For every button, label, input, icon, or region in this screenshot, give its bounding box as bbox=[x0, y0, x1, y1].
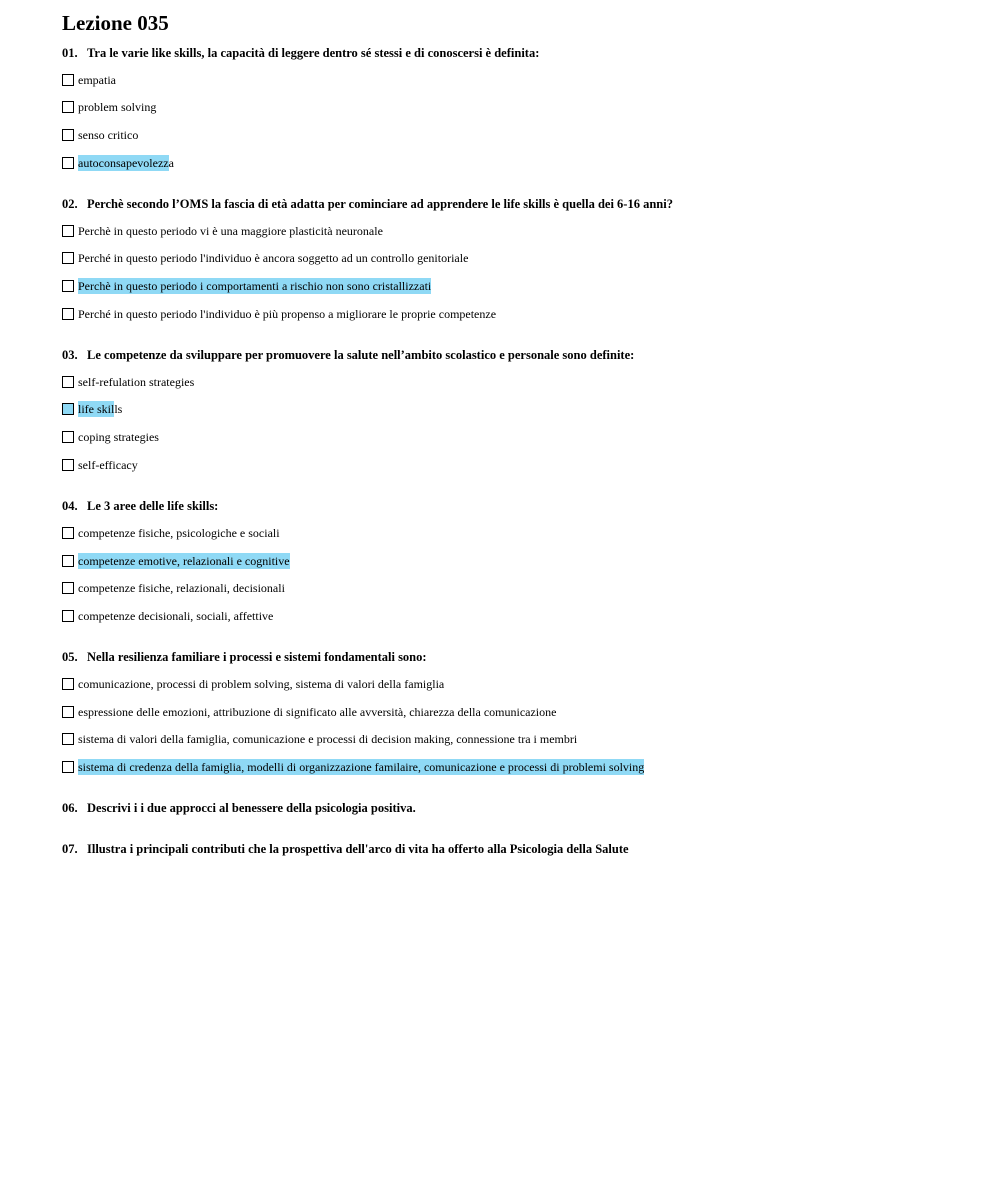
option-text-rest: a bbox=[168, 156, 174, 170]
question-06 bbox=[62, 800, 416, 816]
question-text: Nella resilienza familiare i processi e sistemi fondamentali sono: bbox=[87, 650, 427, 664]
checkbox[interactable] bbox=[62, 101, 74, 113]
option-text-rest: ls bbox=[114, 402, 123, 416]
question-05 bbox=[62, 649, 427, 665]
option-text-highlighted: autoconsapevolezz bbox=[78, 156, 169, 170]
question-number: 06. bbox=[62, 801, 78, 815]
option-05-d[interactable] bbox=[62, 759, 644, 775]
option-text: espressione delle emozioni, attribuzione di significato alle avversità, chiarezza della comunicazione bbox=[78, 705, 557, 719]
checkbox[interactable] bbox=[62, 252, 74, 264]
checkbox[interactable] bbox=[62, 706, 74, 718]
checkbox[interactable] bbox=[62, 761, 74, 773]
option-text: problem solving bbox=[78, 100, 157, 114]
option-05-c[interactable] bbox=[62, 731, 577, 747]
option-text: coping strategies bbox=[78, 430, 159, 444]
option-03-d[interactable] bbox=[62, 457, 138, 473]
checkbox[interactable] bbox=[62, 555, 74, 567]
option-text: self-efficacy bbox=[78, 458, 138, 472]
option-text: competenze fisiche, relazionali, decisionali bbox=[78, 581, 285, 595]
option-text: sistema di valori della famiglia, comunicazione e processi di decision making, connessione tra i membri bbox=[78, 732, 578, 746]
option-01-a[interactable] bbox=[62, 72, 116, 88]
question-04 bbox=[62, 498, 218, 514]
question-02 bbox=[62, 196, 673, 212]
checkbox[interactable] bbox=[62, 733, 74, 745]
option-text: competenze decisionali, sociali, affettive bbox=[78, 609, 274, 623]
option-text-highlighted: sistema di credenza della famiglia, modelli di organizzazione familaire, comunicazione e processi di problemi solving bbox=[78, 760, 645, 774]
checkbox[interactable] bbox=[62, 74, 74, 86]
checkbox[interactable] bbox=[62, 431, 74, 443]
question-text: Perchè secondo l’OMS la fascia di età adatta per cominciare ad apprendere le life skills è quella dei 6-16 anni? bbox=[87, 197, 673, 211]
question-text: Le 3 aree delle life skills: bbox=[87, 499, 219, 513]
question-text: Illustra i principali contributi che la prospettiva dell'arco di vita ha offerto alla Psicologia della Salute bbox=[87, 842, 629, 856]
question-01 bbox=[62, 45, 539, 61]
question-03 bbox=[62, 347, 634, 363]
option-01-b[interactable] bbox=[62, 99, 156, 115]
option-04-a[interactable] bbox=[62, 525, 280, 541]
question-number: 04. bbox=[62, 499, 78, 513]
option-text: self-refulation strategies bbox=[78, 375, 195, 389]
checkbox[interactable] bbox=[62, 225, 74, 237]
option-text: empatia bbox=[78, 73, 116, 87]
checkbox[interactable] bbox=[62, 610, 74, 622]
question-text: Descrivi i i due approcci al benessere della psicologia positiva. bbox=[87, 801, 416, 815]
option-text: competenze fisiche, psicologiche e sociali bbox=[78, 526, 280, 540]
option-text-highlighted: life skil bbox=[78, 402, 115, 416]
option-02-c[interactable] bbox=[62, 278, 431, 294]
question-text: Tra le varie like skills, la capacità di leggere dentro sé stessi e di conoscersi è definita: bbox=[87, 46, 540, 60]
question-number: 02. bbox=[62, 197, 78, 211]
question-number: 01. bbox=[62, 46, 78, 60]
option-02-a[interactable] bbox=[62, 223, 383, 239]
checkbox[interactable] bbox=[62, 129, 74, 141]
option-text: comunicazione, processi di problem solving, sistema di valori della famiglia bbox=[78, 677, 445, 691]
option-04-d[interactable] bbox=[62, 608, 273, 624]
checkbox[interactable] bbox=[62, 459, 74, 471]
question-number: 05. bbox=[62, 650, 78, 664]
option-05-a[interactable] bbox=[62, 676, 444, 692]
checkbox[interactable] bbox=[62, 280, 74, 292]
option-04-c[interactable] bbox=[62, 580, 285, 596]
option-text: Perché in questo periodo l'individuo è ancora soggetto ad un controllo genitoriale bbox=[78, 251, 469, 265]
checkbox[interactable] bbox=[62, 403, 74, 415]
checkbox[interactable] bbox=[62, 308, 74, 320]
checkbox[interactable] bbox=[62, 678, 74, 690]
option-01-c[interactable] bbox=[62, 127, 138, 143]
option-text: senso critico bbox=[78, 128, 139, 142]
option-02-d[interactable] bbox=[62, 306, 496, 322]
question-07 bbox=[62, 841, 629, 857]
option-text-highlighted: Perchè in questo periodo i comportamenti a rischio non sono cristallizzati bbox=[78, 279, 432, 293]
option-05-b[interactable] bbox=[62, 704, 556, 720]
page-title: Lezione 035 bbox=[62, 11, 169, 35]
checkbox[interactable] bbox=[62, 376, 74, 388]
option-text: Perchè in questo periodo vi è una maggiore plasticità neuronale bbox=[78, 224, 383, 238]
question-number: 03. bbox=[62, 348, 78, 362]
option-03-c[interactable] bbox=[62, 429, 159, 445]
question-text: Le competenze da sviluppare per promuovere la salute nell’ambito scolastico e personale sono definite: bbox=[87, 348, 635, 362]
question-number: 07. bbox=[62, 842, 78, 856]
option-04-b[interactable] bbox=[62, 553, 290, 569]
checkbox[interactable] bbox=[62, 157, 74, 169]
option-text: Perché in questo periodo l'individuo è più propenso a migliorare le proprie competenze bbox=[78, 307, 497, 321]
checkbox[interactable] bbox=[62, 582, 74, 594]
option-text-highlighted: competenze emotive, relazionali e cognitive bbox=[78, 554, 290, 568]
checkbox[interactable] bbox=[62, 527, 74, 539]
option-01-d[interactable] bbox=[62, 155, 174, 171]
option-03-b[interactable] bbox=[62, 401, 122, 417]
option-03-a[interactable] bbox=[62, 374, 194, 390]
option-02-b[interactable] bbox=[62, 250, 468, 266]
